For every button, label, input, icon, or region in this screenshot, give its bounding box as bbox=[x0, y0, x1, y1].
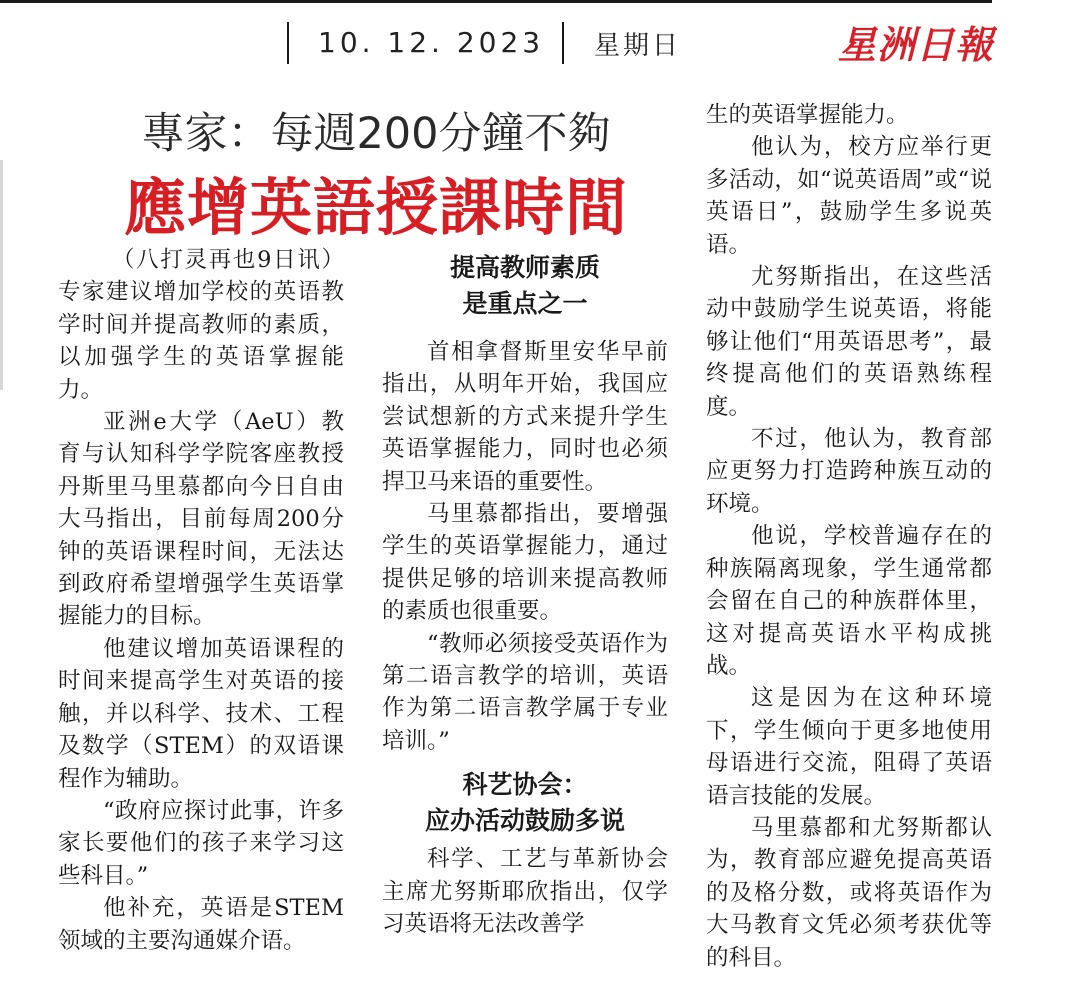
article-column-1 bbox=[58, 244, 344, 957]
article-column-3 bbox=[706, 99, 992, 974]
header-divider-right bbox=[562, 22, 564, 64]
paragraph: “政府应探讨此事，许多家长要他们的孩子来学习这些科目。” bbox=[58, 797, 344, 889]
subheading-line: 提高教师素质 bbox=[449, 253, 600, 282]
subheading-teacher-quality bbox=[382, 250, 668, 322]
paragraph: 马里慕都和尤努斯都认为，教育部应避免提高英语的及格分数，或将英语作为大马教育文凭必须考获优等的科目。 bbox=[706, 814, 992, 971]
newspaper-logo: 星洲日報 bbox=[838, 22, 995, 67]
subheading-line: 是重点之一 bbox=[462, 289, 588, 318]
header-divider-left bbox=[287, 22, 289, 64]
page-edge-shadow bbox=[0, 160, 3, 390]
paragraph: 亚洲e大学（AeU）教育与认知科学学院客座教授丹斯里马里慕都向今日自由大马指出，目前每周200分钟的英语课程时间，无法达到政府希望增强学生英语掌握能力的目标。 bbox=[58, 409, 344, 630]
top-rule bbox=[0, 0, 992, 3]
subheading-line: 科艺协会： bbox=[462, 770, 588, 800]
headline-main: 應增英語授課時間 bbox=[123, 171, 628, 244]
paragraph: “教师必须接受英语作为第二语言教学的培训，英语作为第二语言教学属于专业培训。” bbox=[382, 630, 668, 754]
headline-kicker: 專家：每週200分鐘不夠 bbox=[141, 109, 611, 159]
paragraph: 这是因为在这种环境下，学生倾向于更多地使用母语进行交流，阻碍了英语语言技能的发展。 bbox=[706, 685, 992, 809]
paragraph: 尤努斯指出，在这些活动中鼓励学生说英语，将能够让他们“用英语思考”，最终提高他们的英语熟练程度。 bbox=[706, 264, 992, 420]
issue-date: 10. 12. 2023 bbox=[318, 26, 545, 59]
paragraph: 他建议增加英语课程的时间来提高学生对英语的接触，并以科学、技术、工程及数学（STEM）的双语课程作为辅助。 bbox=[58, 635, 344, 792]
article-column-2 bbox=[382, 336, 668, 941]
paragraph: 马里慕都指出，要增强学生的英语掌握能力，通过提供足够的培训来提高教师的素质也很重要。 bbox=[382, 501, 668, 625]
subheading-line: 应办活动鼓励多说 bbox=[424, 806, 625, 836]
paragraph: （八打灵再也9日讯）专家建议增加学校的英语教学时间并提高教师的素质，以加强学生的英语掌握能力。 bbox=[58, 247, 344, 403]
paragraph: 他补充，英语是STEM领域的主要沟通媒介语。 bbox=[58, 895, 344, 954]
issue-weekday: 星期日 bbox=[594, 31, 682, 61]
paragraph-continuation: 生的英语掌握能力。 bbox=[706, 102, 909, 128]
paragraph: 首相拿督斯里安华早前指出，从明年开始，我国应尝试想新的方式来提升学生英语掌握能力，同时也必须捍卫马来语的重要性。 bbox=[382, 339, 668, 495]
paragraph: 不过，他认为，教育部应更努力打造跨种族互动的环境。 bbox=[706, 426, 992, 517]
paragraph: 科学、工艺与革新协会主席尤努斯耶欣指出，仅学习英语将无法改善学 bbox=[382, 846, 668, 938]
paragraph: 他认为，校方应举行更多活动，如“说英语周”或“说英语日”，鼓励学生多说英语。 bbox=[706, 134, 992, 258]
paragraph: 他说，学校普遍存在的种族隔离现象，学生通常都会留在自己的种族群体里，这对提高英语水平构成挑战。 bbox=[706, 523, 992, 679]
subheading-science-association bbox=[382, 767, 668, 839]
